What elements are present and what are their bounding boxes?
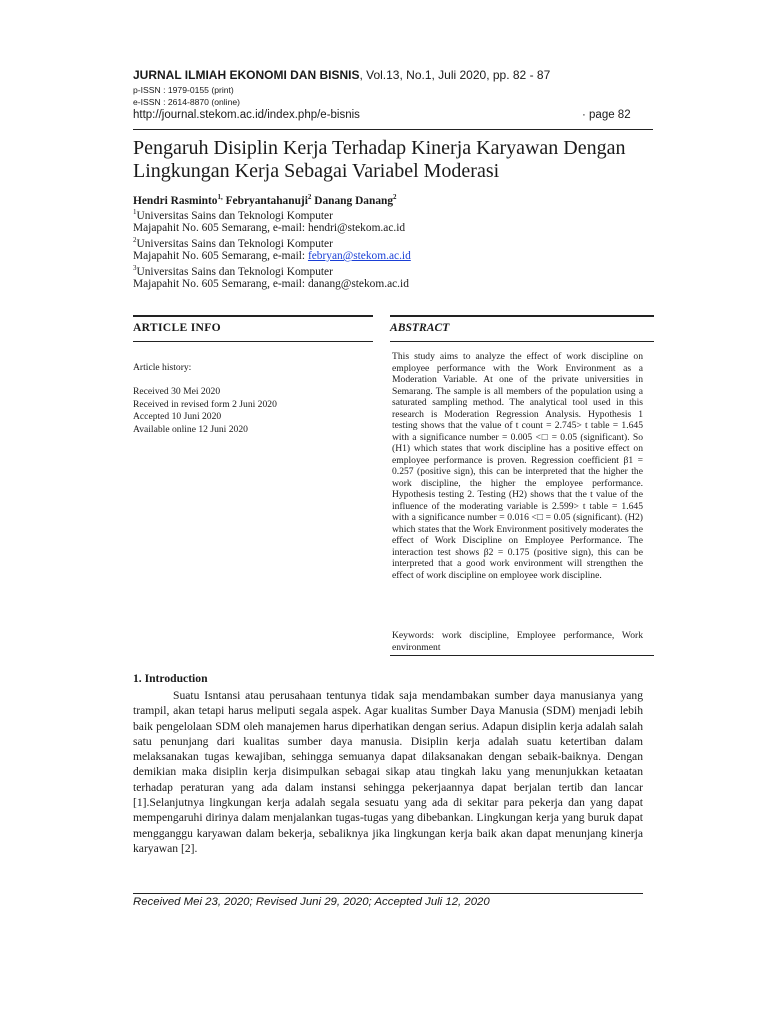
abstract-heading: ABSTRACT	[390, 321, 450, 334]
abstract-text: This study aims to analyze the effect of work discipline on employee performance with the Work Environment as a Moderation Variable. At one of the private universities in Semarang. The sample is all members of the population using a saturated sampling method. The analytical tool used in this research is Moderation Regression Analysis. Hypothesis 1 testing shows that the value of t count = 2.745> t table = 1.645 with a significance number = 0.005 <□ = 0.05 (significant). So (H1) which states that work discipline has a positive effect on employee performance is proven. Regression coefficient β1 = 0.257 (positive sign), this can be interpreted that the higher the work discipline, the higher the employee performance. Hypothesis testing 2. Testing (H2) shows that the t value of the influence of the moderating variable is 2.599> t table = 1.645 with a significance number = 0.016 <□ = 0.05 (significant). (H2) which states that the Work Environment positively moderates the effect of Work Discipline on Employee Performance. The interaction test shows β2 = 0.175 (positive sign), this can be interpreted that a good work environment will strengthen the effect of work discipline on employee work discipline.	[392, 351, 643, 581]
article-info-heading: ARTICLE INFO	[133, 321, 221, 334]
affiliation-2-address: Majapahit No. 605 Semarang, e-mail: febryan@stekom.ac.id	[133, 250, 411, 262]
section-heading-introduction: 1. Introduction	[133, 672, 208, 685]
article-history	[133, 362, 277, 436]
affiliation-1-address: Majapahit No. 605 Semarang, e-mail: hendri@stekom.ac.id	[133, 222, 406, 234]
author-2-sup: 2	[307, 193, 312, 201]
page-number: · page 82	[582, 109, 631, 121]
keywords: Keywords: work discipline, Employee performance, Work environment	[392, 630, 643, 653]
journal-volume-info: , Vol.13, No.1, Juli 2020, pp. 82 - 87	[359, 68, 551, 82]
history-revised: Received in revised form 2 Juni 2020	[133, 398, 277, 410]
journal-citation-line	[133, 68, 550, 82]
journal-name: JURNAL ILMIAH EKONOMI DAN BISNIS	[133, 68, 360, 82]
header-divider	[133, 129, 653, 130]
author-1-sup: 1,	[217, 193, 223, 201]
abstract-bottom-rule	[390, 341, 654, 342]
journal-url-link[interactable]: http://journal.stekom.ac.id/index.php/e-bisnis	[133, 109, 360, 121]
history-label: Article history:	[133, 362, 192, 373]
author-3-sup: 2	[393, 193, 397, 201]
history-received: Received 30 Mei 2020	[133, 386, 221, 398]
article-info-top-rule	[133, 315, 373, 317]
email-2-link[interactable]: febryan@stekom.ac.id	[307, 250, 411, 262]
e-issn: e-ISSN : 2614-8870 (online)	[133, 97, 241, 107]
affiliation-3-institution: $^3$Universitas Sains dan Teknologi Komputer	[133, 264, 333, 278]
footer-dates: Received Mei 23, 2020; Revised Juni 29, 2020; Accepted Juli 12, 2020	[133, 896, 490, 908]
history-accepted: Accepted 10 Juni 2020	[133, 411, 222, 423]
abstract-top-rule	[390, 315, 654, 317]
author-2-name: Febryantahanuji	[225, 194, 308, 207]
author-1-name: Hendri Rasminto	[133, 194, 218, 207]
introduction-paragraph: Suatu Isntansi atau perusahaan tentunya tidak saja mendambakan sumber daya manusianya yang trampil, akan tetapi harus meliputi segala aspek. Agar kualitas Sumber Daya Manusia (SDM) menjadi lebih baik pengelolaan SDM oleh manajemen harus diperhatikan dengan serius. Adapun disiplin kerja adalah salah satu penunjang dari kualitas sumber daya manusia. Disiplin kerja adalah suatu ketertiban dalam melaksanakan tugas kewajiban, sehingga semuanya dapat dilaksanakan dengan sebaik-baiknya. Dengan demikian maka disiplin kerja disimpulkan sebagai sikap atau tingkah laku yang menunjukkan ketaatan terhadap peraturan yang ada dalam instansi sehingga pekerjaannya dapat berjalan tertib dan lancar [1].Selanjutnya lingkungan kerja adalah segala sesuatu yang ada di sekitar para pekerja dan yang dapat mempengaruhi dirinya dalam menjalankan tugas-tugas yang dibebankan. Lingkungan kerja yang buruk dapat mengganggu karyawan dalam bekerja, sebaliknya jika lingkungan kerja baik akan dapat menunjang kinerja karyawan [2].	[133, 689, 643, 855]
article-info-bottom-rule	[133, 341, 373, 342]
affiliation-3-address: Majapahit No. 605 Semarang, e-mail: danang@stekom.ac.id	[133, 278, 409, 290]
author-3-name: Danang Danang	[314, 194, 394, 207]
email-1: hendri@stekom.ac.id	[307, 222, 406, 234]
p-issn: p-ISSN : 1979-0155 (print)	[133, 85, 234, 95]
footer-rule	[133, 893, 643, 894]
affiliation-2-institution: $^2$Universitas Sains dan Teknologi Komputer	[133, 236, 333, 250]
paper-title: Pengaruh Disiplin Kerja Terhadap Kinerja Karyawan Dengan Lingkungan Kerja Sebagai Variabel Moderasi	[133, 137, 626, 182]
email-3: danang@stekom.ac.id	[307, 278, 409, 290]
abstract-end-rule	[390, 655, 654, 656]
history-online: Available online 12 Juni 2020	[133, 423, 248, 435]
affiliation-1-institution: $^1$Universitas Sains dan Teknologi Komputer	[133, 208, 333, 222]
author-list	[133, 193, 397, 207]
